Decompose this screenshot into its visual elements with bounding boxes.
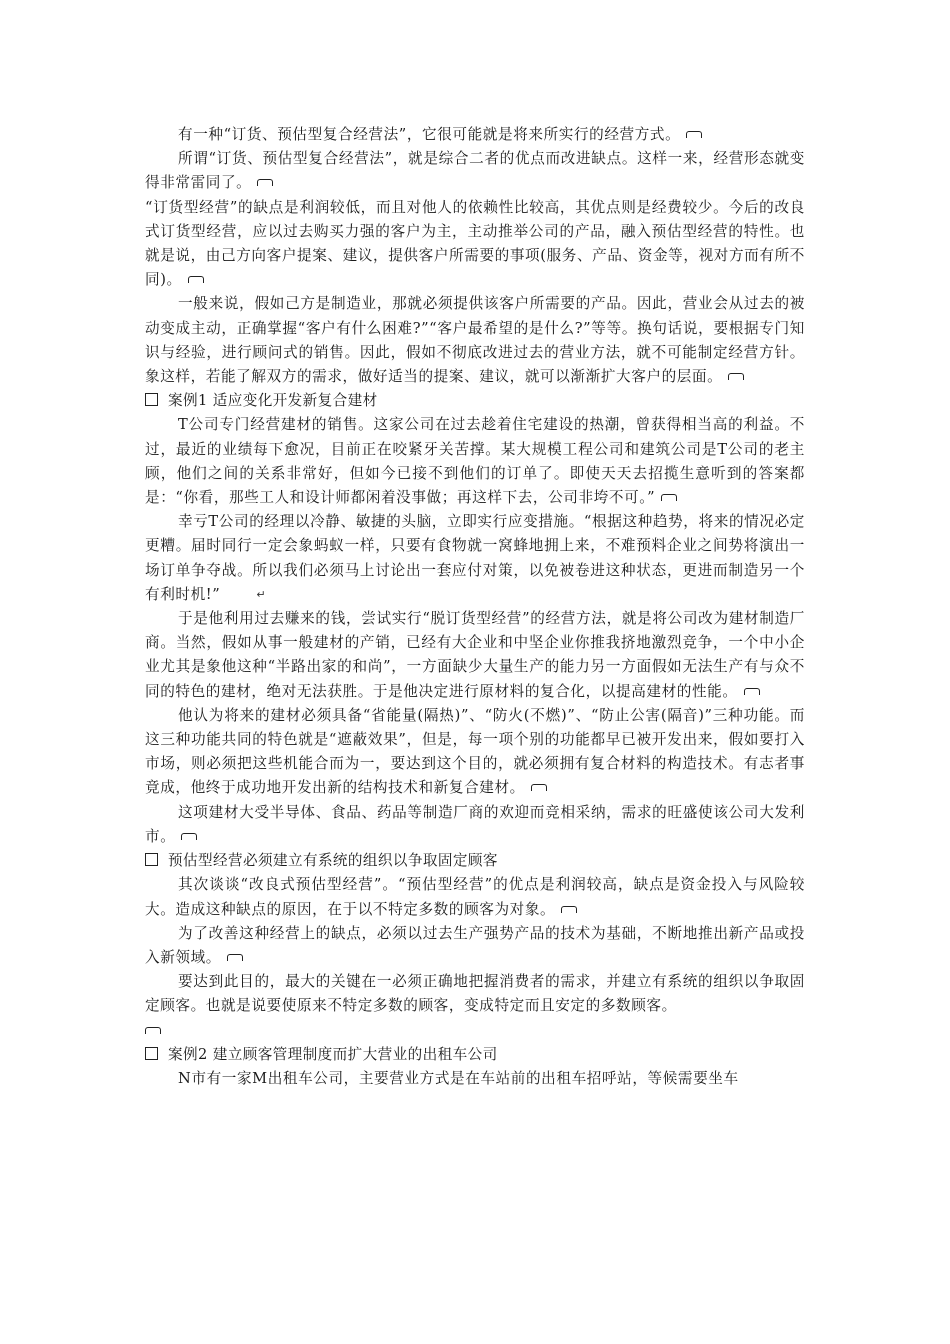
paragraph-4: 一般来说，假如己方是制造业，那就必须提供该客户所需要的产品。因此，营业会从过去的被动变成主动，正确掌握“客户有什么困难?”“客户最希望的是什么?”等等。换句话说，要根据专门知识与经验，进行顾问式的销售。因此，假如不彻底改进过去的营业方法，就不可能制定经营方针。象这样，若能了解双方的需求，做好适当的提案、建议，就可以渐渐扩大客户的层面。: [145, 295, 805, 386]
paragraph-mark-icon: [181, 833, 197, 840]
paragraph-mark-icon: [744, 688, 760, 695]
paragraph-6: 幸亏T公司的经理以冷静、敏捷的头脑，立即实行应变措施。“根据这种趋势，将来的情况必定更糟。届时同行一定会象蚂蚁一样，只要有食物就一窝蜂地拥上来，不难预料企业之间势将演出一场订单争夺战。所以我们必须马上讨论出一套应付对策，以免被卷进这种状态，更进而制造另一个有利时机!” ↵: [145, 510, 805, 607]
document-page: [145, 123, 805, 1091]
paragraph-mark-icon: [257, 179, 273, 186]
paragraph-mark-icon: [661, 494, 677, 501]
paragraph-mark-icon: [686, 131, 702, 138]
section-heading-case-2: 案例2 建立顾客管理制度而扩大营业的出租车公司: [145, 1043, 805, 1067]
paragraph-mark-icon: [145, 1027, 161, 1034]
paragraph-1: 有一种“订货、预估型复合经营法”，它很可能就是将来所实行的经营方式。: [145, 123, 805, 147]
paragraph-5: T公司专门经营建材的销售。这家公司在过去趁着住宅建设的热潮，曾获得相当高的利益。不过，最近的业绩每下愈况，目前正在咬紧牙关苦撑。某大规模工程公司和建筑公司是T公司的老主顾，他们之间的关系非常好，但如今已接不到他们的订单了。即使天天去招揽生意听到的答案都是：“你看，那些工人和设计师都闲着没事做；再这样下去，公司非垮不可。”: [145, 416, 805, 507]
paragraph-mark-icon: [188, 276, 204, 283]
paragraph-11: 为了改善这种经营上的缺点，必须以过去生产强势产品的技术为基础，不断地推出新产品或投入新领域。: [145, 924, 805, 966]
line-break-mark-icon: ↵: [256, 587, 267, 601]
paragraph-9: 这项建材大受半导体、食品、药品等制造厂商的欢迎而竞相采纳，需求的旺盛使该公司大发利市。: [145, 803, 805, 845]
section-heading-forecast: 预估型经营必须建立有系统的组织以争取固定顾客: [145, 849, 805, 873]
paragraph-3: “订货型经营”的缺点是利润较低，而且对他人的依赖性比较高，其优点则是经费较少。今后的改良式订货型经营，应以过去购买力强的客户为主，主动推举公司的产品，融入预估型经营的特性。也就是说，由己方向客户提案、建议，提供客户所需要的事项(服务、产品、资金等，视对方而有所不同)。: [145, 198, 805, 289]
checkbox-icon: [145, 393, 158, 406]
paragraph-12: 要达到此目的，最大的关键在一必须正确地把握消费者的需求，并建立有系统的组织以争取固定顾客。也就是说要使原来不特定多数的顾客，变成特定而且安定的多数顾客。: [145, 970, 805, 1043]
paragraph-mark-icon: [728, 373, 744, 380]
section-heading-case-1: 案例1 适应变化开发新复合建材: [145, 389, 805, 413]
paragraph-mark-icon: [227, 954, 243, 961]
paragraph-13: N市有一家M出租车公司，主要营业方式是在车站前的出租车招呼站，等候需要坐车: [178, 1069, 739, 1087]
paragraph-8: 他认为将来的建材必须具备“省能量(隔热)”、“防火(不燃)”、“防止公害(隔音)”三种功能。而这三种功能共同的特色就是“遮蔽效果”，但是，每一项个别的功能都早已被开发出来，假如要打入市场，则必须把这些机能合而为一，要达到这个目的，就必须拥有复合材料的构造技术。有志者事竟成，他终于成功地开发出新的结构技术和新复合建材。: [145, 706, 805, 797]
paragraph-7: 于是他利用过去赚来的钱，尝试实行“脱订货型经营”的经营方法，就是将公司改为建材制造厂商。当然，假如从事一般建材的产销，已经有大企业和中坚企业你推我挤地激烈竞争，一个中小企业尤其是象他这种“半路出家的和尚”，一方面缺少大量生产的能力另一方面假如无法生产有与众不同的特色的建材，绝对无法获胜。于是他决定进行原材料的复合化，以提高建材的性能。: [145, 610, 805, 700]
paragraph-mark-icon: [561, 906, 577, 913]
checkbox-icon: [145, 1047, 158, 1060]
paragraph-mark-icon: [531, 784, 547, 791]
paragraph-10: 其次谈谈“改良式预估型经营”。“预估型经营”的优点是利润较高，缺点是资金投入与风险较大。造成这种缺点的原因，在于以不特定多数的顾客为对象。: [145, 876, 805, 918]
paragraph-2: 所谓“订货、预估型复合经营法”，就是综合二者的优点而改进缺点。这样一来，经营形态就变得非常雷同了。: [145, 150, 805, 192]
checkbox-icon: [145, 853, 158, 866]
